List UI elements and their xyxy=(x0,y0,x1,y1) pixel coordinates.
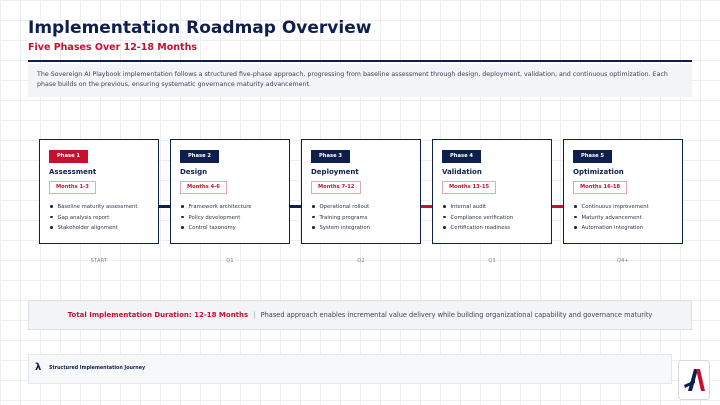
timeline-tick-label: Q2 xyxy=(357,258,365,264)
deliverable-item: Internal audit xyxy=(443,202,513,213)
deliverable-item: Gap analysis report xyxy=(50,213,137,224)
phase-deliverables xyxy=(574,202,649,234)
title-divider xyxy=(28,60,692,62)
deliverable-item: Compliance verification xyxy=(443,213,513,224)
phase-period: Months 16-18 xyxy=(573,181,627,194)
timeline-tick-label: START xyxy=(90,258,108,264)
duration-label: Total Implementation Duration: 12-18 Months xyxy=(67,311,249,319)
timeline-tick-label: Q4+ xyxy=(617,258,629,264)
deliverable-item: Training programs xyxy=(312,213,370,224)
page-subtitle: Five Phases Over 12-18 Months xyxy=(28,42,197,53)
timeline-tick-label: Q3 xyxy=(488,258,496,264)
phase-period: Months 1-3 xyxy=(49,181,96,194)
deliverable-item: Operational rollout xyxy=(312,202,370,213)
brand-logo-icon xyxy=(678,360,710,400)
phase-card xyxy=(432,139,552,244)
duration-summary xyxy=(28,300,692,330)
deliverable-item: System integration xyxy=(312,223,370,234)
page-title: Implementation Roadmap Overview xyxy=(28,18,372,38)
phase-badge: Phase 1 xyxy=(49,150,88,163)
phase-deliverables xyxy=(443,202,513,234)
phase-card xyxy=(170,139,290,244)
deliverable-item: Stakeholder alignment xyxy=(50,223,137,234)
phase-period: Months 4-6 xyxy=(180,181,227,194)
summary-text: Phased approach enables incremental value delivery while building organizational capability and governance maturity xyxy=(260,311,653,319)
deliverable-item: Continuous improvement xyxy=(574,202,649,213)
phase-name: Deployment xyxy=(311,168,359,176)
lambda-icon: λ xyxy=(35,362,42,373)
phase-deliverables xyxy=(181,202,252,234)
phase-deliverables xyxy=(50,202,137,234)
deliverable-item: Framework architecture xyxy=(181,202,252,213)
deliverable-item: Baseline maturity assessment xyxy=(50,202,137,213)
summary-separator: | xyxy=(253,311,256,319)
deliverable-item: Policy development xyxy=(181,213,252,224)
phase-name: Optimization xyxy=(573,168,624,176)
brand-logo-graphic xyxy=(679,361,709,399)
footer-label: Structured Implementation Journey xyxy=(49,366,146,371)
footer-bar xyxy=(28,354,672,384)
phase-card xyxy=(39,139,159,244)
phase-card xyxy=(563,139,683,244)
phase-badge: Phase 4 xyxy=(442,150,481,163)
deliverable-item: Automation integration xyxy=(574,223,649,234)
phase-badge: Phase 2 xyxy=(180,150,219,163)
phase-deliverables xyxy=(312,202,370,234)
phase-name: Validation xyxy=(442,168,482,176)
intro-text: The Sovereign AI Playbook implementation follows a structured five-phase approach, progressing from baseline assessment through design, deployment, validation, and continuous optimization. Each phase builds on the previous, ensuring systematic governance maturity advancement. xyxy=(28,64,692,97)
phase-name: Assessment xyxy=(49,168,97,176)
phase-name: Design xyxy=(180,168,208,176)
deliverable-item: Certification readiness xyxy=(443,223,513,234)
timeline-tick-label: Q1 xyxy=(226,258,234,264)
phase-card xyxy=(301,139,421,244)
phase-period: Months 13-15 xyxy=(442,181,496,194)
phase-period: Months 7-12 xyxy=(311,181,361,194)
phase-badge: Phase 5 xyxy=(573,150,612,163)
deliverable-item: Control taxonomy xyxy=(181,223,252,234)
phase-badge: Phase 3 xyxy=(311,150,350,163)
deliverable-item: Maturity advancement xyxy=(574,213,649,224)
